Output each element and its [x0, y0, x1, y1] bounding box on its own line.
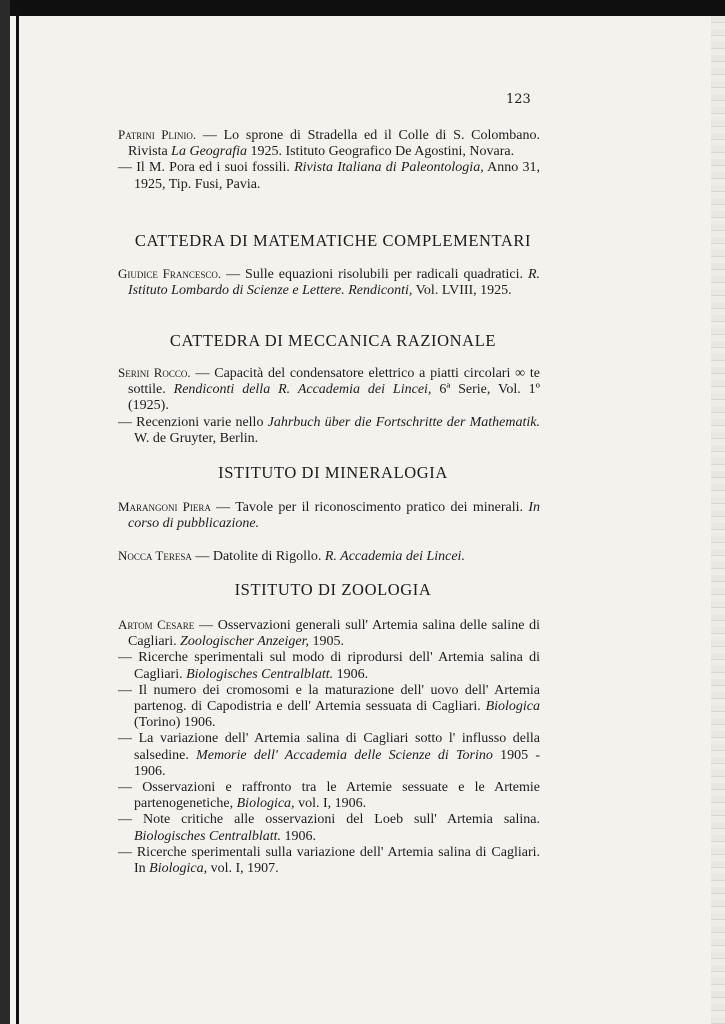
bibliography-entry: — Recenzioni varie nello Jahrbuch über die Fortschritte der Mathematik. W. de Gruyter, Berlin. — [118, 414, 540, 446]
bibliography-entry: — Il numero dei cromosomi e la maturazione dell' uovo dell' Artemia partenog. di Capodistria e dell' Artemia sessuata di Cagliari. Biologica (Torino) 1906. — [118, 682, 540, 731]
bibliography-entry: Patrini Plinio. — Lo sprone di Stradella ed il Colle di S. Colombano. Rivista La Geografia 1925. Istituto Geografico De Agostini, Novara. — [118, 127, 541, 160]
bibliography-entry: — Osservazioni e raffronto tra le Artemie sessuate e le Artemie partenogenetiche, Biologica, vol. I, 1906. — [118, 780, 540, 812]
bibliography-entry: — La variazione dell' Artemia salina di Cagliari sotto l' influsso della salsedine. Memorie dell' Accademia delle Scienze di Torino 1905 - 1906. — [118, 731, 540, 779]
bibliography-entry: Nocca Teresa — Datolite di Rigollo. R. Accademia dei Lincei. — [118, 548, 465, 564]
bibliography-entry: — Il M. Pora ed i suoi fossili. Rivista Italiana di Paleontologia, Anno 31, 1925, Tip. Fusi, Pavia. — [118, 160, 540, 192]
bibliography-block-nocca — [118, 548, 540, 565]
bibliography-entry: Marangoni Piera — Tavole per il riconoscimento pratico dei minerali. In corso di pubblicazione. — [118, 499, 540, 532]
scan-top-border — [0, 0, 725, 16]
scan-left-border — [0, 0, 10, 1024]
bibliography-block-artom — [118, 617, 540, 877]
section-heading-mineralogia: ISTITUTO DI MINERALOGIA — [218, 463, 448, 482]
bibliography-entry: Artom Cesare — Osservazioni generali sull' Artemia salina delle saline di Cagliari. Zoologischer Anzeiger, 1905. — [118, 617, 540, 650]
bibliography-block-marangoni — [118, 499, 540, 532]
scan-right-page-edge — [711, 16, 725, 1024]
page-number: 123 — [506, 92, 531, 107]
bibliography-block-patrini — [118, 127, 540, 193]
section-heading-meccanica: CATTEDRA DI MECCANICA RAZIONALE — [169, 331, 497, 350]
bibliography-entry: — Ricerche sperimentali sul modo di riprodursi dell' Artemia salina di Cagliari. Biologisches Centralblatt. 1906. — [118, 650, 540, 682]
scan-left-rule — [16, 10, 19, 1024]
bibliography-entry: — Ricerche sperimentali sulla variazione dell' Artemia salina di Cagliari. In Biologica, vol. I, 1907. — [118, 844, 540, 877]
bibliography-entry: — Note critiche alle osservazioni del Loeb sull' Artemia salina. Biologisches Centralblatt. 1906. — [118, 812, 540, 844]
bibliography-entry: Giudice Francesco. — Sulle equazioni risolubili per radicali quadratici. R. Istituto Lombardo di Scienze e Lettere. Rendiconti, Vol. LVIII, 1925. — [118, 266, 540, 299]
bibliography-block-serini — [118, 365, 540, 447]
bibliography-block-giudice — [118, 266, 540, 299]
section-heading-zoologia: ISTITUTO DI ZOOLOGIA — [234, 580, 432, 599]
bibliography-entry: Serini Rocco. — Capacità del condensatore elettrico a piatti circolari ∞ te sottile. Rendiconti della R. Accademia dei Lincei, 6ª Serie, Vol. 1º (1925). — [118, 365, 540, 414]
section-heading-matematiche: CATTEDRA DI MATEMATICHE COMPLEMENTARI — [134, 231, 532, 250]
